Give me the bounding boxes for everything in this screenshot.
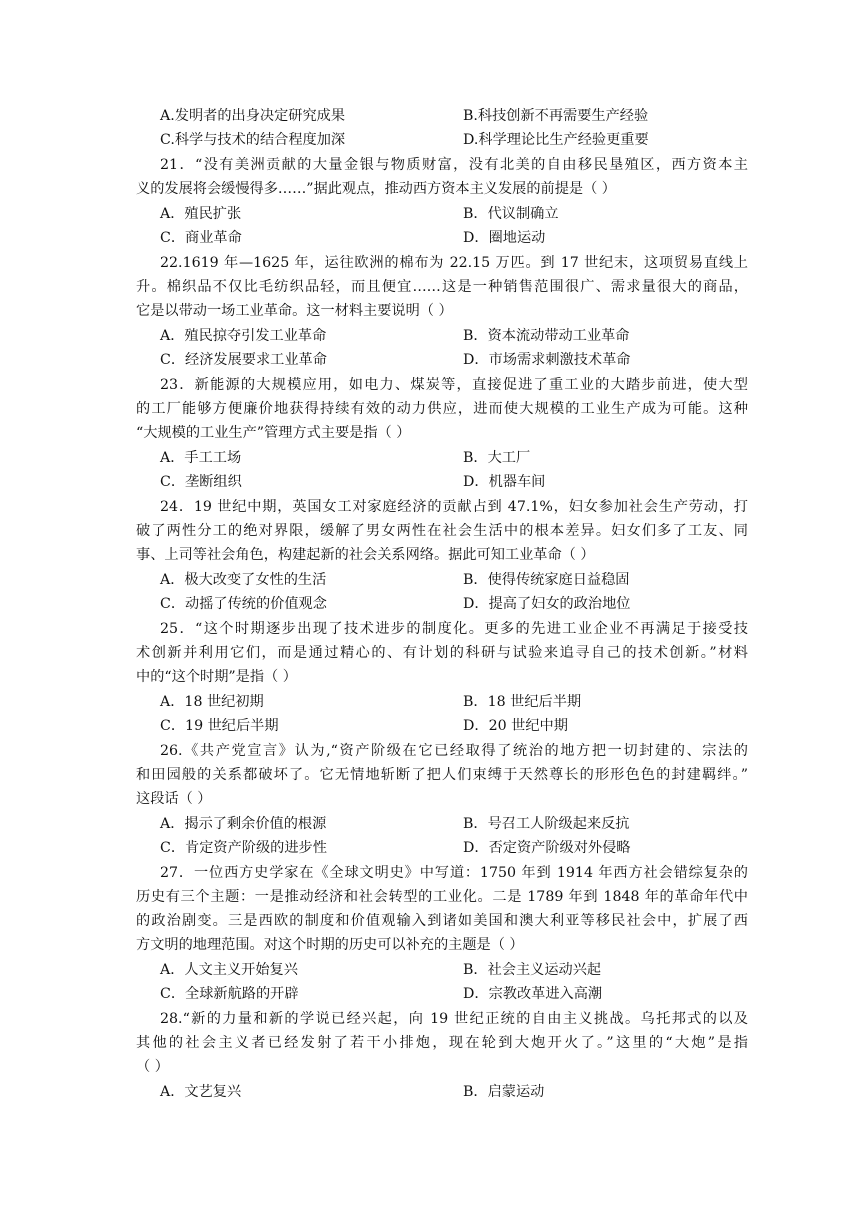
q28-option-b: B．启蒙运动 (463, 1084, 545, 1100)
q26-stem-line-3: 这段话（ ） (136, 791, 212, 807)
q22-option-c: C．经济发展要求工业革命 (160, 352, 327, 368)
q28-option-a: A．文艺复兴 (160, 1084, 242, 1100)
q21-option-d: D．圈地运动 (463, 230, 546, 246)
q23-stem-line-3: “大规模的工业生产”管理方式主要是指（ ） (136, 425, 411, 441)
q20-option-c: C.科学与技术的结合程度加深 (160, 132, 346, 148)
q21-option-c: C．商业革命 (160, 230, 242, 246)
q27-option-d: D．宗教改革进入高潮 (463, 986, 603, 1002)
q24-stem-line-3: 事、上司等社会角色，构建起新的社会关系网络。据此可知工业革命（ ） (136, 547, 595, 563)
q24-stem-line-2: 破了两性分工的绝对界限，缓解了男女两性在社会生活中的根本差异。妇女们多了工友、同 (136, 523, 748, 539)
q26-stem-line-1: 26.《共产党宣言》认为,“资产阶级在它已经取得了统治的地方把一切封建的、宗法的 (160, 743, 748, 759)
q22-stem-line-3: 它是以带动一场工业革命。这一材料主要说明（ ） (136, 303, 453, 319)
q20-option-a: A.发明者的出身决定研究成果 (160, 108, 346, 124)
q25-option-d: D．20 世纪中期 (463, 718, 568, 734)
q27-stem-line-3: 的政治剧变。三是西欧的制度和价值观输入到诸如美国和澳大利亚等移民社会中，扩展了西 (136, 913, 748, 929)
q26-option-a: A．揭示了剩余价值的根源 (160, 816, 327, 832)
q20-option-d: D.科学理论比生产经验更重要 (463, 132, 649, 148)
q24-stem-line-1: 24．19 世纪中期，英国女工对家庭经济的贡献占到 47.1%，妇女参加社会生产劳动，打 (160, 499, 748, 515)
q24-option-d: D．提高了妇女的政治地位 (463, 596, 631, 612)
q27-option-a: A．人文主义开始复兴 (160, 962, 298, 978)
q21-stem-line-2: 义的发展将会缓慢得多……”据此观点，推动西方资本主义发展的前提是（ ） (136, 181, 616, 197)
q27-option-c: C．全球新航路的开辟 (160, 986, 299, 1002)
q27-option-b: B．社会主义运动兴起 (463, 962, 602, 978)
q26-option-d: D．否定资产阶级对外侵略 (463, 840, 631, 856)
q26-option-c: C．肯定资产阶级的进步性 (160, 840, 327, 856)
q26-stem-line-2: 和田园般的关系都破坏了。它无情地斩断了把人们束缚于天然尊长的形形色色的封建羁绊。” (136, 767, 748, 783)
q22-option-d: D．市场需求刺激技术革命 (463, 352, 631, 368)
q23-option-d: D．机器车间 (463, 474, 546, 490)
q24-option-c: C．动摇了传统的价值观念 (160, 596, 327, 612)
q27-stem-line-1: 27．一位西方史学家在《全球文明史》中写道：1750 年到 1914 年西方社会错综复杂的 (160, 865, 748, 881)
q23-stem-line-1: 23．新能源的大规模应用，如电力、煤炭等，直接促进了重工业的大踏步前进，使大型 (160, 377, 748, 393)
q21-stem-line-1: 21．“没有美洲贡献的大量金银与物质财富，没有北美的自由移民垦殖区，西方资本主 (160, 157, 748, 173)
q22-stem-line-2: 升。棉织品不仅比毛纺织品轻，而且便宜……这是一种销售范围很广、需求量很大的商品， (136, 279, 748, 295)
q25-stem-line-1: 25．“这个时期逐步出现了技术进步的制度化。更多的先进工业企业不再满足于接受技 (160, 621, 748, 637)
q25-stem-line-3: 中的“这个时期”是指（ ） (136, 669, 297, 685)
q23-option-a: A．手工工场 (160, 450, 242, 466)
q25-option-a: A．18 世纪初期 (160, 694, 264, 710)
q28-stem-line-3: （ ） (136, 1059, 169, 1075)
q21-option-a: A．殖民扩张 (160, 206, 242, 222)
q25-stem-line-2: 术创新并利用它们，而是通过精心的、有计划的科研与试验来追寻自己的技术创新。”材料 (136, 645, 748, 661)
q28-stem-line-2: 其他的社会主义者已经发射了若干小排炮，现在轮到大炮开火了。”这里的“大炮”是指 (136, 1035, 748, 1051)
q27-stem-line-4: 方文明的地理范围。对这个时期的历史可以补充的主题是（ ） (136, 937, 524, 953)
q24-option-a: A．极大改变了女性的生活 (160, 572, 327, 588)
q21-option-b: B．代议制确立 (463, 206, 559, 222)
q25-option-c: C．19 世纪后半期 (160, 718, 279, 734)
q26-option-b: B．号召工人阶级起来反抗 (463, 816, 630, 832)
q28-stem-line-1: 28.“新的力量和新的学说已经兴起，向 19 世纪正统的自由主义挑战。乌托邦式的以及 (160, 1011, 748, 1027)
q22-option-a: A．殖民掠夺引发工业革命 (160, 328, 327, 344)
q20-option-b: B.科技创新不再需要生产经验 (463, 108, 649, 124)
q27-stem-line-2: 历史有三个主题：一是推动经济和社会转型的工业化。二是 1789 年到 1848 年的革命年代中 (136, 889, 748, 905)
q25-option-b: B．18 世纪后半期 (463, 694, 582, 710)
q23-stem-line-2: 的工厂能够方便廉价地获得持续有效的动力供应，进而使大规模的工业生产成为可能。这种 (136, 401, 748, 417)
q22-option-b: B．资本流动带动工业革命 (463, 328, 630, 344)
q23-option-c: C．垄断组织 (160, 474, 242, 490)
q24-option-b: B．使得传统家庭日益稳固 (463, 572, 630, 588)
q22-stem-line-1: 22.1619 年—1625 年，运往欧洲的棉布为 22.15 万匹。到 17 世纪末，这项贸易直线上 (160, 255, 748, 271)
q23-option-b: B．大工厂 (463, 450, 531, 466)
